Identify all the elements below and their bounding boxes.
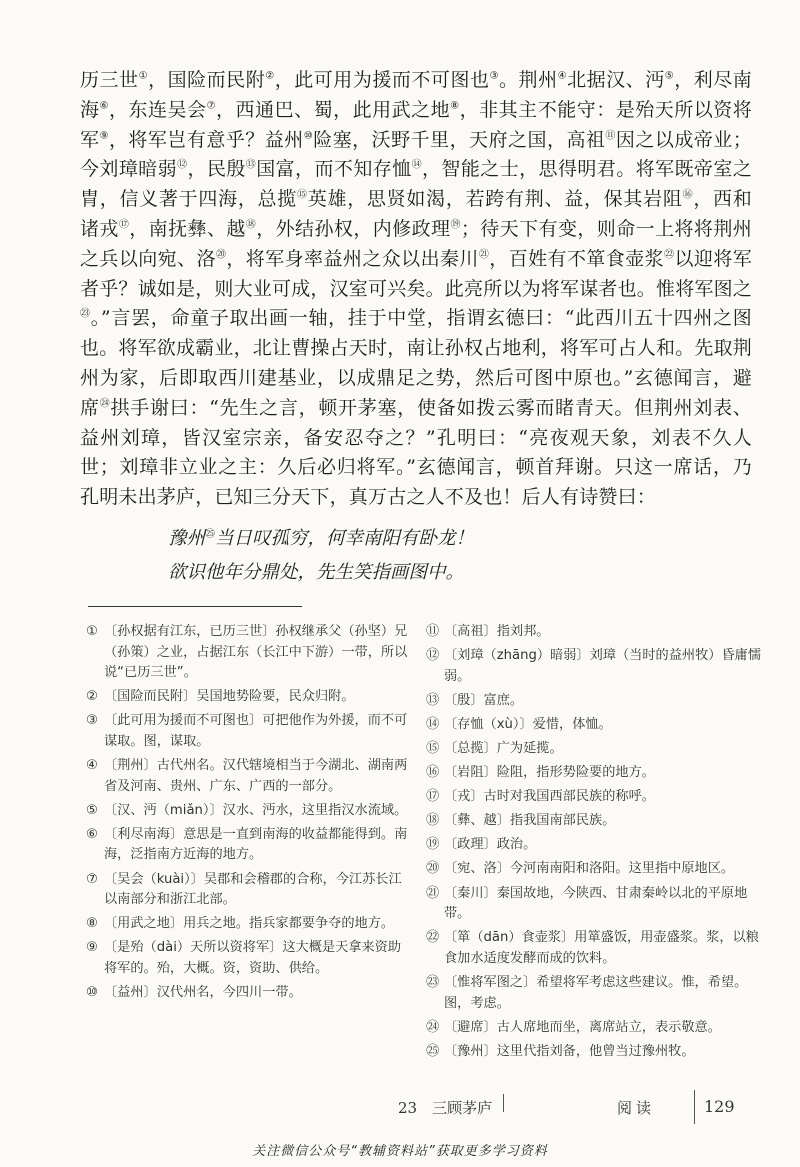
footnote-item <box>426 691 762 712</box>
footnote-number: ② <box>86 689 98 705</box>
footnote-number: ⑬ <box>426 692 440 708</box>
footnote-ref: ㉔ <box>99 398 111 410</box>
footnote-number: ⑩ <box>86 985 98 1000</box>
footnote-item <box>86 711 414 752</box>
footnote-number: ⑦ <box>86 871 98 887</box>
footnote-number: ㉕ <box>426 1043 440 1059</box>
footnote-ref: ⑪ <box>605 130 616 142</box>
footnote-item <box>426 859 762 880</box>
text-run: ，东连吴会 <box>109 98 207 121</box>
footnote-item <box>426 763 762 784</box>
footnote-number: ① <box>86 624 98 639</box>
text-run: 。荆州 <box>499 69 558 91</box>
footnote-text: 〔利尽南海〕意思是一直到南海的收益都能得到。南海，泛指南方近海的地方。 <box>104 826 408 863</box>
footnote-text: 〔殷〕富庶。 <box>444 692 524 708</box>
footnote-item <box>86 801 414 822</box>
footnote-item <box>426 1042 762 1063</box>
footnote-ref: ⑬ <box>245 160 257 172</box>
footnote-number: ④ <box>86 758 98 774</box>
footnote-number: ⑯ <box>426 765 440 781</box>
footnote-number: ㉑ <box>426 885 440 901</box>
footnote-text: 〔用武之地〕用兵之地。指兵家都要争夺的地方。 <box>104 916 395 932</box>
footer-divider-right <box>694 1090 695 1124</box>
footnote-text: 〔政理〕政治。 <box>444 837 537 853</box>
footnote-number: ⑳ <box>426 861 440 877</box>
footnote-item <box>426 787 762 808</box>
footnote-text: 〔刘璋（zhāng）暗弱〕刘璋（当时的益州牧）昏庸懦弱。 <box>444 648 762 684</box>
footnote-item <box>426 622 762 643</box>
footnote-item <box>86 938 414 979</box>
footnote-text: 〔彝、越〕指我国南部民族。 <box>444 813 616 829</box>
footnote-ref: ⑰ <box>118 219 130 231</box>
footnote-item <box>86 983 414 1004</box>
footnote-item <box>426 973 762 1014</box>
footnote-text: 〔豫州〕这里代指刘备，他曾当过豫州牧。 <box>444 1043 695 1059</box>
footer-chapter-title: 23 三顾茅庐 <box>398 1099 493 1117</box>
text-run: ，西通巴、蜀，此用武之地 <box>216 98 451 121</box>
text-run: ，非其主不能守：是殆天所以资将军 <box>80 98 752 151</box>
text-run: 险塞，沃野千里，天府之国，高祖 <box>313 128 606 151</box>
watermark-text: 关注微信公众号“教辅资料站”获取更多学习资料 <box>252 1144 548 1159</box>
footnote-ref: ⑩ <box>303 130 314 142</box>
footnote-item <box>426 739 762 760</box>
footnote-number: ⑤ <box>86 802 98 818</box>
footnote-text: 〔汉、沔（miǎn）〕汉水、沔水，这里指汉水流域。 <box>104 802 408 818</box>
text-run: 历三世 <box>80 69 139 91</box>
text-run: ，南抚彝、越 <box>129 217 246 240</box>
footnote-ref: ② <box>265 70 275 82</box>
footnote-ref: ③ <box>489 70 500 82</box>
footnote-item <box>86 622 414 684</box>
footnote-text: 〔此可用为援而不可图也〕可把他作为外援，而不可谋取。图，谋取。 <box>104 713 408 749</box>
footnote-text: 〔高祖〕指刘邦。 <box>444 624 550 639</box>
footnote-number: ⑱ <box>426 813 440 829</box>
footnote-text: 〔是殆（dài）天所以资将军〕这大概是天拿来资助将军的。殆，大概。资，资助、供给。 <box>104 940 402 976</box>
footnote-item <box>426 715 762 736</box>
text-run: ，将军岂有意乎？益州 <box>108 128 304 151</box>
text-run: ，此可用为援而不可图也 <box>274 69 490 91</box>
text-run: 。”言罢，命童子取出画一轴，挂于中堂，指谓玄德曰：“此西川五十四州之图也。将军欲成霸业，北让曹操占天时，南让孙权占地利，将军可占人和。先取荆州为家，后即取西川建基业，以成鼎足之势，然后可图中原也。”玄德闻言，避席 <box>80 307 753 419</box>
text-run: ，百姓有不箪食壶浆 <box>489 247 665 270</box>
text-run: 英雄，思贤如渴，若跨有荆、益，保其岩阻 <box>307 188 683 211</box>
footnote-ref: ⑳ <box>215 249 227 261</box>
footnote-text: 〔宛、洛〕今河南南阳和洛阳。这里指中原地区。 <box>444 861 735 877</box>
footnote-ref: ⑧ <box>450 100 460 112</box>
text-run: ，外结孙权，内修政理 <box>256 217 451 240</box>
footnote-ref: ⑤ <box>664 70 675 82</box>
footnote-text: 〔国险而民附〕吴国地势险要，民众归附。 <box>104 689 355 705</box>
footnotes-left-column <box>86 622 414 1007</box>
text-run: 北据汉、沔 <box>567 69 665 91</box>
footnote-item <box>426 1018 762 1039</box>
page-number: 129 <box>704 1097 735 1116</box>
footnote-number: ⑧ <box>86 916 98 932</box>
footnote-item <box>86 756 414 797</box>
footnote-ref-25: ㉕ <box>205 528 216 540</box>
footnote-number: ㉓ <box>426 974 440 990</box>
footnote-ref: ⑮ <box>297 189 308 201</box>
text-run: 国富，而不知存恤 <box>256 158 412 181</box>
footnote-text: 〔吴会（kuài）〕吴郡和会稽郡的合称，今江苏长江以南部分和浙江北部。 <box>104 871 402 908</box>
footnote-ref: ⑱ <box>245 219 257 231</box>
text-run: 拱手谢曰：“先生之言，顿开茅塞，使备如拨云雾而睹青天。但荆州刘表、益州刘璋，皆汉室宗亲，备安忍夺之？”孔明曰：“亮夜观天象，刘表不久人世；刘璋非立业之主：久后必归将军。”玄德闻言，顿首拜谢。只这一席话，乃孔明未出茅庐，已知三分天下，真万古之人不及也！后人有诗赞曰： <box>80 396 753 509</box>
footnote-ref: ⑯ <box>682 189 694 201</box>
footnote-text: 〔益州〕汉代州名，今四川一带。 <box>104 985 302 1000</box>
footnote-item <box>426 835 762 856</box>
text-run: ；待天下有变，则命一上将将荆州之兵以向宛、洛 <box>80 217 752 270</box>
footnote-ref: ⑫ <box>177 160 188 172</box>
footnote-text: 〔箪（dān）食壶浆〕用箪盛饭，用壶盛浆。浆，以粮食加水适度发酵而成的饮料。 <box>444 930 759 966</box>
footnote-number: ⑨ <box>86 940 98 956</box>
footnote-item <box>426 646 762 687</box>
footnotes-right-column <box>426 622 762 1066</box>
poem-line-1-tail: 当日叹孤穷，何幸南阳有卧龙！ <box>215 528 475 549</box>
footnote-number: ⑥ <box>86 826 98 842</box>
footnote-number: ⑪ <box>426 624 440 639</box>
footnote-text: 〔秦川〕秦国故地，今陕西、甘肃秦岭以北的平原地带。 <box>444 885 748 922</box>
main-text <box>80 66 752 513</box>
footnote-ref: ⑦ <box>206 100 217 112</box>
footnote-number: ⑰ <box>426 789 440 805</box>
footnote-number: ⑭ <box>426 716 440 732</box>
text-run: ，民殷 <box>187 158 246 181</box>
poem-line-2: 欲识他年分鼎处，先生笑指画图中。 <box>168 562 465 583</box>
footnote-text: 〔存恤（xù）〕爱惜，体恤。 <box>444 716 612 732</box>
footnote-number: ⑫ <box>426 648 440 664</box>
footnote-ref: ⑨ <box>99 130 109 142</box>
text-run: 因之以成帝业；今刘璋暗弱 <box>80 128 752 181</box>
footnote-item <box>426 928 762 969</box>
footnote-ref: ㉒ <box>664 249 675 261</box>
footnote-number: ⑮ <box>426 740 440 756</box>
footnote-text: 〔孙权据有江东，已历三世〕孙权继承父（孙坚）兄（孙策）之业，占据江东（长江中下游）一带，所以说“已历三世”。 <box>104 624 408 681</box>
footnote-text: 〔惟将军图之〕希望将军考虑这些建议。惟，希望。图，考虑。 <box>444 974 748 1011</box>
footnote-item <box>86 687 414 708</box>
footnote-text: 〔总揽〕广为延揽。 <box>444 740 563 756</box>
text-run: ，国险而民附 <box>148 69 266 91</box>
footnote-item <box>86 870 414 911</box>
footnote-item <box>426 811 762 832</box>
footnote-number: ⑲ <box>426 837 440 853</box>
footnote-number: ㉒ <box>426 930 440 946</box>
text-run: ，利尽南海 <box>80 69 752 121</box>
footnote-ref: ⑭ <box>411 160 423 172</box>
footnote-ref: ④ <box>557 70 568 82</box>
poem-line-1 <box>168 524 728 554</box>
footnote-ref: ① <box>138 70 149 82</box>
text-run: ，将军身率益州之众以出秦川 <box>226 247 479 270</box>
footnote-ref: ⑲ <box>450 219 461 231</box>
footnote-ref: ⑥ <box>99 100 109 112</box>
footnote-text: 〔避席〕古人席地而坐，离席站立，表示敬意。 <box>444 1019 721 1035</box>
footnote-item <box>426 884 762 925</box>
text-run: 以迎将军者乎？诚如是，则大业可成，汉室可兴矣。此亮所以为将军谋者也。惟将军图之 <box>80 247 753 300</box>
footnote-number: ㉔ <box>426 1019 440 1035</box>
footnote-number: ③ <box>86 713 98 729</box>
footer-divider-left <box>503 1094 504 1112</box>
footnote-ref: ㉓ <box>80 309 91 321</box>
poem-line-1-head: 豫州 <box>168 528 206 549</box>
footer-section-label: 阅读 <box>617 1099 656 1117</box>
footnote-item <box>86 914 414 935</box>
text-run: ，智能之士，思得明君。将军既帝室之胄，信义著于四海，总揽 <box>80 158 752 211</box>
footnote-text: 〔岩阻〕险阻，指形势险要的地方。 <box>444 765 655 781</box>
footnote-divider <box>88 606 302 607</box>
footnote-item <box>86 825 414 866</box>
footnote-ref: ㉑ <box>478 249 490 261</box>
footnote-text: 〔荆州〕古代州名。汉代辖境相当于今湖北、湖南两省及河南、贵州、广东、广西的一部分。 <box>104 758 408 794</box>
footnote-text: 〔戎〕古时对我国西部民族的称呼。 <box>444 789 655 805</box>
text-run: ，西和诸戎 <box>80 188 752 240</box>
